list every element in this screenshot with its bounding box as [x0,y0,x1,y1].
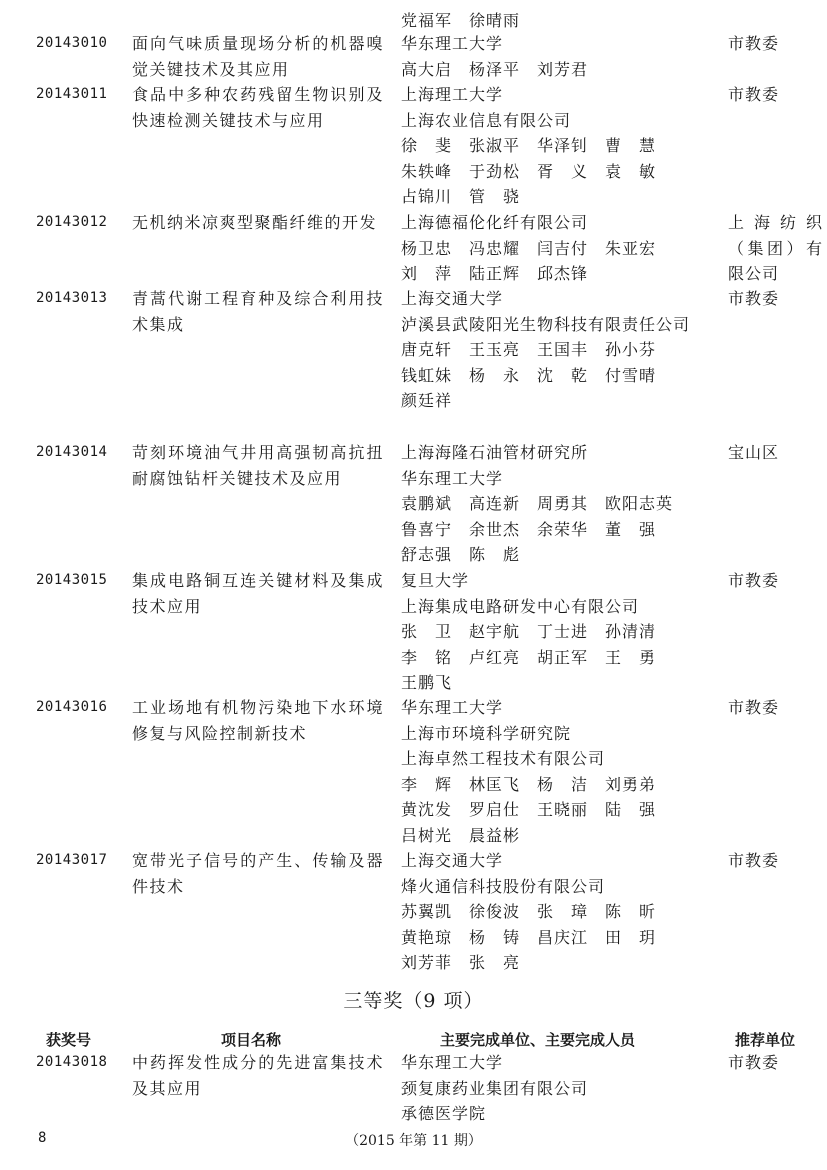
recommender: 市教委 [728,1053,780,1072]
project-name: 中药挥发性成分的先进富集技术及其应用 [132,1053,384,1098]
unit-line: 杨卫忠 冯忠耀 闫吉付 朱亚宏 [401,238,657,258]
units-and-people [401,440,711,568]
project-name: 宽带光子信号的产生、传输及器件技术 [132,851,384,896]
section-title: 三等奖（9 项） [343,990,484,1012]
award-number: 20143013 [36,290,108,306]
award-number: 20143017 [36,852,108,868]
unit-line: 上海卓然工程技术有限公司 [401,749,606,768]
award-number: 20143011 [36,86,108,102]
unit-line: 烽火通信科技股份有限公司 [401,876,606,896]
project-name: 青蒿代谢工程育种及综合利用技术集成 [132,289,384,334]
unit-line: 吕树光 晨益彬 [401,825,521,845]
project-name: 食品中多种农药残留生物识别及快速检测关键技术与应用 [132,85,384,130]
unit-line: 上海交通大学 [401,289,504,308]
unit-line: 高大启 杨泽平 刘芳君 [401,59,589,79]
unit-line: 上海农业信息有限公司 [401,110,572,130]
header-award-no: 获奖号 [46,1031,92,1049]
units-and-people [401,1050,711,1127]
issue-label: （2015 年第 11 期） [345,1133,482,1149]
unit-line: 华东理工大学 [401,468,504,488]
unit-line: 颈复康药业集团有限公司 [401,1078,589,1098]
unit-line: 张 卫 赵宇航 丁士进 孙清清 [401,622,657,641]
units-and-people [401,848,711,976]
units-and-people [401,82,711,210]
unit-line: 李 辉 林匡飞 杨 洁 刘勇弟 [401,774,657,794]
project-name: 苛刻环境油气井用高强韧高抗扭耐腐蚀钻杆关键技术及应用 [132,443,384,488]
recommender: 市教委 [728,34,780,53]
award-number: 20143010 [36,35,108,51]
unit-line: 华东理工大学 [401,698,504,717]
unit-line: 黄艳琼 杨 铸 昌庆江 田 玥 [401,927,657,947]
unit-line: 颜廷祥 [401,391,453,410]
unit-line: 泸溪县武陵阳光生物科技有限责任公司 [401,314,691,334]
units-and-people [401,286,711,414]
unit-line: 刘芳菲 张 亮 [401,953,521,972]
units-and-people [401,31,711,82]
units-and-people [401,695,711,848]
unit-line: 鲁喜宁 余世杰 余荣华 董 强 [401,519,657,539]
project-name: 集成电路铜互连关键材料及集成技术应用 [132,571,384,616]
continued-people: 党福军 徐晴雨 [401,11,521,30]
unit-line: 舒志强 陈 彪 [401,545,521,564]
recommender: 市教委 [728,851,780,870]
unit-line: 华东理工大学 [401,1053,504,1072]
recommender: 市教委 [728,289,780,308]
unit-line: 苏翼凯 徐俊波 张 璋 陈 昕 [401,902,657,921]
award-number: 20143015 [36,572,108,588]
unit-line: 李 铭 卢红亮 胡正军 王 勇 [401,647,657,667]
award-number: 20143016 [36,699,108,715]
unit-line: 上海市环境科学研究院 [401,723,572,743]
unit-line: 朱轶峰 于劲松 胥 义 袁 敏 [401,161,657,181]
unit-line: 王鹏飞 [401,673,453,692]
recommender: 市教委 [728,85,780,104]
project-name: 无机纳米凉爽型聚酯纤维的开发 [132,213,378,232]
page-number: 8 [38,1130,47,1146]
unit-line: 上海德福伦化纤有限公司 [401,213,589,232]
award-number: 20143014 [36,444,108,460]
unit-line: 上海理工大学 [401,85,504,104]
award-number: 20143018 [36,1054,108,1070]
unit-line: 承德医学院 [401,1104,487,1123]
project-name: 工业场地有机物污染地下水环境修复与风险控制新技术 [132,698,384,743]
unit-line: 徐 斐 张淑平 华泽钊 曹 慧 [401,136,657,155]
units-and-people [401,210,711,287]
header-project-name: 项目名称 [221,1031,282,1049]
units-and-people [401,568,711,696]
unit-line: 袁鹏斌 高连新 周勇其 欧阳志英 [401,494,674,513]
award-number: 20143012 [36,214,108,230]
recommender: 市教委 [728,698,780,717]
unit-line: 黄沈发 罗启仕 王晓丽 陆 强 [401,800,657,819]
header-units: 主要完成单位、主要完成人员 [440,1031,636,1049]
unit-line: 复旦大学 [401,571,470,590]
header-recommender: 推荐单位 [735,1031,796,1049]
unit-line: 上海交通大学 [401,851,504,870]
unit-line: 上海海隆石油管材研究所 [401,443,589,462]
recommender: 宝山区 [728,443,780,462]
project-name: 面向气味质量现场分析的机器嗅觉关键技术及其应用 [132,34,384,79]
unit-line: 华东理工大学 [401,34,504,53]
recommender: 市教委 [728,571,780,590]
recommender: 上海纺织（集团）有限公司 [728,213,823,283]
unit-line: 占锦川 管 骁 [401,187,521,206]
unit-line: 钱虹妹 杨 永 沈 乾 付雪晴 [401,365,657,385]
unit-line: 刘 萍 陆正辉 邱杰锋 [401,264,589,283]
unit-line: 上海集成电路研发中心有限公司 [401,596,640,616]
unit-line: 唐克轩 王玉亮 王国丰 孙小芬 [401,340,657,359]
